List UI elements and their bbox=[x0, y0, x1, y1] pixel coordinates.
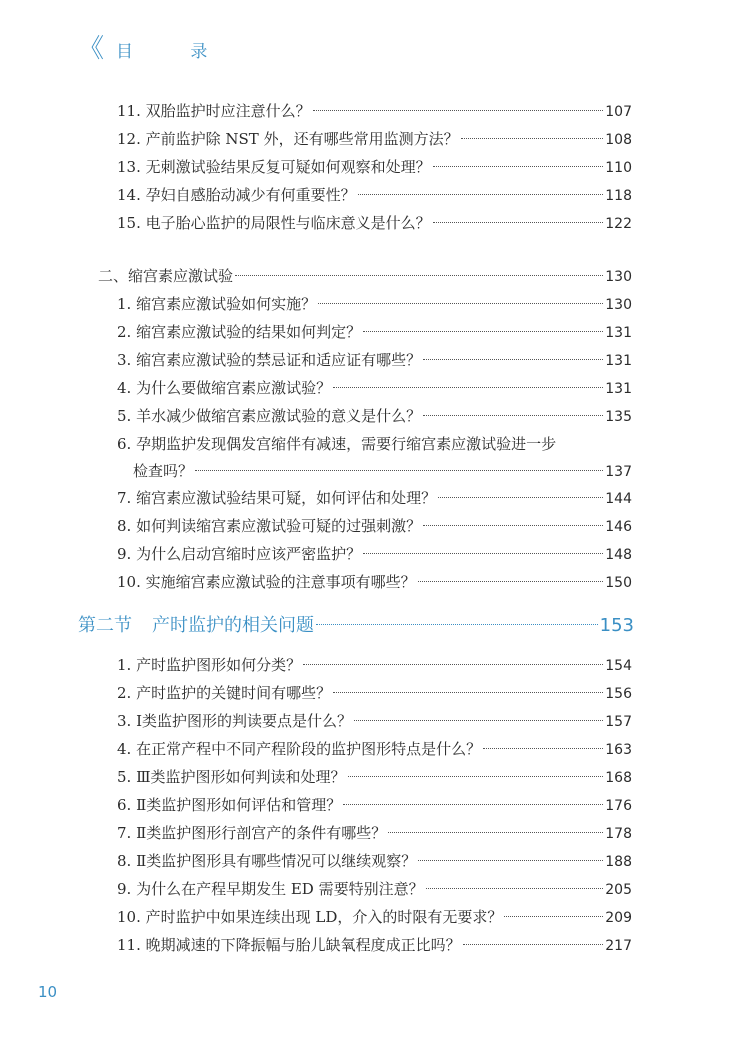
toc-entry-label: 8. 如何判读缩宫素应激试验可疑的过强刺激？ bbox=[117, 517, 422, 535]
page-number: 10 bbox=[38, 983, 58, 1001]
toc-entry-page: 157 bbox=[605, 714, 632, 730]
toc-entry-label: 5. 羊水减少做缩宫素应激试验的意义是什么？ bbox=[117, 407, 422, 425]
leader-dots bbox=[303, 664, 603, 665]
toc-entry-page: 144 bbox=[605, 491, 632, 507]
toc-entry-label: 1. 缩宫素应激试验如何实施？ bbox=[117, 295, 317, 313]
toc-entry-label: 7. Ⅱ类监护图形行剖宫产的条件有哪些？ bbox=[117, 824, 387, 842]
toc-entry[interactable] bbox=[117, 322, 632, 343]
toc-entry-page: 150 bbox=[605, 575, 632, 591]
toc-entry-page: 205 bbox=[605, 882, 632, 898]
toc-entry[interactable] bbox=[117, 378, 632, 399]
toc-entry-page: 110 bbox=[605, 160, 632, 176]
toc-entry[interactable] bbox=[117, 516, 632, 537]
toc-entry[interactable] bbox=[117, 488, 632, 509]
leader-dots bbox=[343, 804, 603, 805]
leader-dots bbox=[418, 581, 604, 582]
toc-entry[interactable] bbox=[117, 879, 632, 900]
toc-entry-page: 118 bbox=[605, 188, 632, 204]
leader-dots bbox=[348, 776, 604, 777]
toc-entry-label: 11. 晚期减速的下降振幅与胎儿缺氧程度成正比吗？ bbox=[117, 936, 461, 954]
toc-entry-label: 9. 为什么在产程早期发生 ED 需要特别注意？ bbox=[117, 880, 424, 898]
toc-entry[interactable] bbox=[117, 213, 632, 234]
toc-entry-page: 108 bbox=[605, 132, 632, 148]
toc-entry-label: 1. 产时监护图形如何分类？ bbox=[117, 656, 302, 674]
toc-entry-page: 156 bbox=[605, 686, 632, 702]
toc-entry-label: 2. 产时监护的关键时间有哪些？ bbox=[117, 684, 332, 702]
toc-entry-page: 135 bbox=[605, 409, 632, 425]
toc-entry-label: 3. 缩宫素应激试验的禁忌证和适应证有哪些？ bbox=[117, 351, 422, 369]
toc-entry-page: 131 bbox=[605, 353, 632, 369]
leader-dots bbox=[418, 860, 603, 861]
leader-dots bbox=[316, 624, 598, 625]
leader-dots bbox=[423, 525, 603, 526]
leader-dots bbox=[423, 415, 603, 416]
toc-entry[interactable] bbox=[117, 683, 632, 704]
leader-dots bbox=[438, 497, 603, 498]
toc-entry[interactable] bbox=[117, 851, 632, 872]
toc-entry-label: 3. Ⅰ类监护图形的判读要点是什么？ bbox=[117, 712, 353, 730]
leader-dots bbox=[363, 553, 603, 554]
toc-entry-page: 131 bbox=[605, 325, 632, 341]
leader-dots bbox=[313, 110, 604, 111]
toc-entry-label[interactable]: 6. 孕期监护发现偶发宫缩伴有减速，需要行缩宫素应激试验进一步 bbox=[117, 435, 557, 453]
leader-dots bbox=[388, 832, 603, 833]
toc-subsection[interactable] bbox=[98, 266, 632, 287]
toc-entry-label: 12. 产前监护除 NST 外，还有哪些常用监测方法？ bbox=[117, 130, 459, 148]
toc-entry-page: 163 bbox=[605, 742, 632, 758]
toc-entry-page: 131 bbox=[605, 381, 632, 397]
toc-header bbox=[78, 36, 233, 62]
toc-entry-page: 209 bbox=[605, 910, 632, 926]
page-title: 目 录 bbox=[116, 41, 234, 62]
leader-dots bbox=[333, 387, 603, 388]
toc-entry-label: 13. 无刺激试验结果反复可疑如何观察和处理？ bbox=[117, 158, 431, 176]
toc-entry[interactable] bbox=[117, 157, 632, 178]
chevron-left-icon: 《 bbox=[78, 34, 99, 64]
toc-entry-label: 9. 为什么启动宫缩时应该严密监护？ bbox=[117, 545, 362, 563]
toc-entry-page: 130 bbox=[605, 297, 632, 313]
toc-subsection-page: 130 bbox=[605, 269, 632, 285]
leader-dots bbox=[461, 138, 604, 139]
leader-dots bbox=[426, 888, 604, 889]
toc-entry-label: 5. Ⅲ类监护图形如何判读和处理？ bbox=[117, 768, 346, 786]
toc-entry[interactable] bbox=[117, 907, 632, 928]
leader-dots bbox=[463, 944, 604, 945]
toc-subsection-label: 二、缩宫素应激试验 bbox=[98, 267, 234, 285]
toc-entry[interactable] bbox=[117, 795, 632, 816]
toc-section-title: 产时监护的相关问题 bbox=[152, 615, 314, 636]
leader-dots bbox=[358, 194, 604, 195]
toc-entry-page: 178 bbox=[605, 826, 632, 842]
toc-entry[interactable] bbox=[117, 935, 632, 956]
toc-entry-label: 8. Ⅱ类监护图形具有哪些情况可以继续观察？ bbox=[117, 852, 417, 870]
toc-entry[interactable] bbox=[117, 767, 632, 788]
toc-entry-page: 122 bbox=[605, 216, 632, 232]
leader-dots bbox=[354, 720, 603, 721]
leader-dots bbox=[504, 916, 603, 917]
toc-entry-page: 176 bbox=[605, 798, 632, 814]
leader-dots bbox=[235, 275, 603, 276]
toc-section-page: 153 bbox=[599, 615, 634, 636]
toc-entry-page: 154 bbox=[605, 658, 632, 674]
toc-entry[interactable] bbox=[133, 461, 632, 482]
toc-entry-page: 137 bbox=[605, 464, 632, 480]
toc-entry[interactable] bbox=[117, 823, 632, 844]
toc-entry[interactable] bbox=[117, 350, 632, 371]
toc-entry[interactable] bbox=[117, 655, 632, 676]
toc-entry-page: 148 bbox=[605, 547, 632, 563]
leader-dots bbox=[318, 303, 603, 304]
toc-entry-label: 2. 缩宫素应激试验的结果如何判定？ bbox=[117, 323, 362, 341]
leader-dots bbox=[195, 470, 603, 471]
toc-entry-page: 107 bbox=[605, 104, 632, 120]
leader-dots bbox=[363, 331, 603, 332]
toc-entry[interactable] bbox=[117, 185, 632, 206]
toc-entry-page: 188 bbox=[605, 854, 632, 870]
leader-dots bbox=[433, 166, 604, 167]
leader-dots bbox=[433, 222, 604, 223]
toc-entry-label: 10. 产时监护中如果连续出现 LD，介入的时限有无要求？ bbox=[117, 908, 503, 926]
toc-entry-page: 146 bbox=[605, 519, 632, 535]
toc-entry-label: 6. Ⅱ类监护图形如何评估和管理？ bbox=[117, 796, 342, 814]
toc-entry[interactable] bbox=[117, 572, 632, 593]
toc-section[interactable] bbox=[78, 614, 634, 638]
toc-entry[interactable] bbox=[117, 711, 632, 732]
toc-entry-page: 168 bbox=[605, 770, 632, 786]
leader-dots bbox=[483, 748, 603, 749]
toc-entry-label: 11. 双胎监护时应注意什么？ bbox=[117, 102, 311, 120]
toc-entry[interactable] bbox=[117, 101, 632, 122]
toc-entry-label: 10. 实施缩宫素应激试验的注意事项有哪些？ bbox=[117, 573, 416, 591]
toc-entry[interactable] bbox=[117, 739, 632, 760]
toc-entry-label-continued: 检查吗？ bbox=[133, 462, 194, 480]
toc-entry-label: 4. 为什么要做缩宫素应激试验？ bbox=[117, 379, 332, 397]
leader-dots bbox=[423, 359, 603, 360]
toc-entry-label: 14. 孕妇自感胎动减少有何重要性？ bbox=[117, 186, 356, 204]
toc-entry-label: 15. 电子胎心监护的局限性与临床意义是什么？ bbox=[117, 214, 431, 232]
toc-section-label bbox=[78, 614, 314, 638]
toc-entry-page: 217 bbox=[605, 938, 632, 954]
toc-section-number: 第二节 bbox=[78, 615, 132, 636]
toc-entry[interactable] bbox=[117, 294, 632, 315]
toc-entry[interactable] bbox=[117, 406, 632, 427]
toc-entry[interactable] bbox=[117, 544, 632, 565]
toc-entry[interactable] bbox=[117, 129, 632, 150]
leader-dots bbox=[333, 692, 603, 693]
toc-entry-label: 7. 缩宫素应激试验结果可疑，如何评估和处理？ bbox=[117, 489, 437, 507]
toc-entry-label: 4. 在正常产程中不同产程阶段的监护图形特点是什么？ bbox=[117, 740, 482, 758]
